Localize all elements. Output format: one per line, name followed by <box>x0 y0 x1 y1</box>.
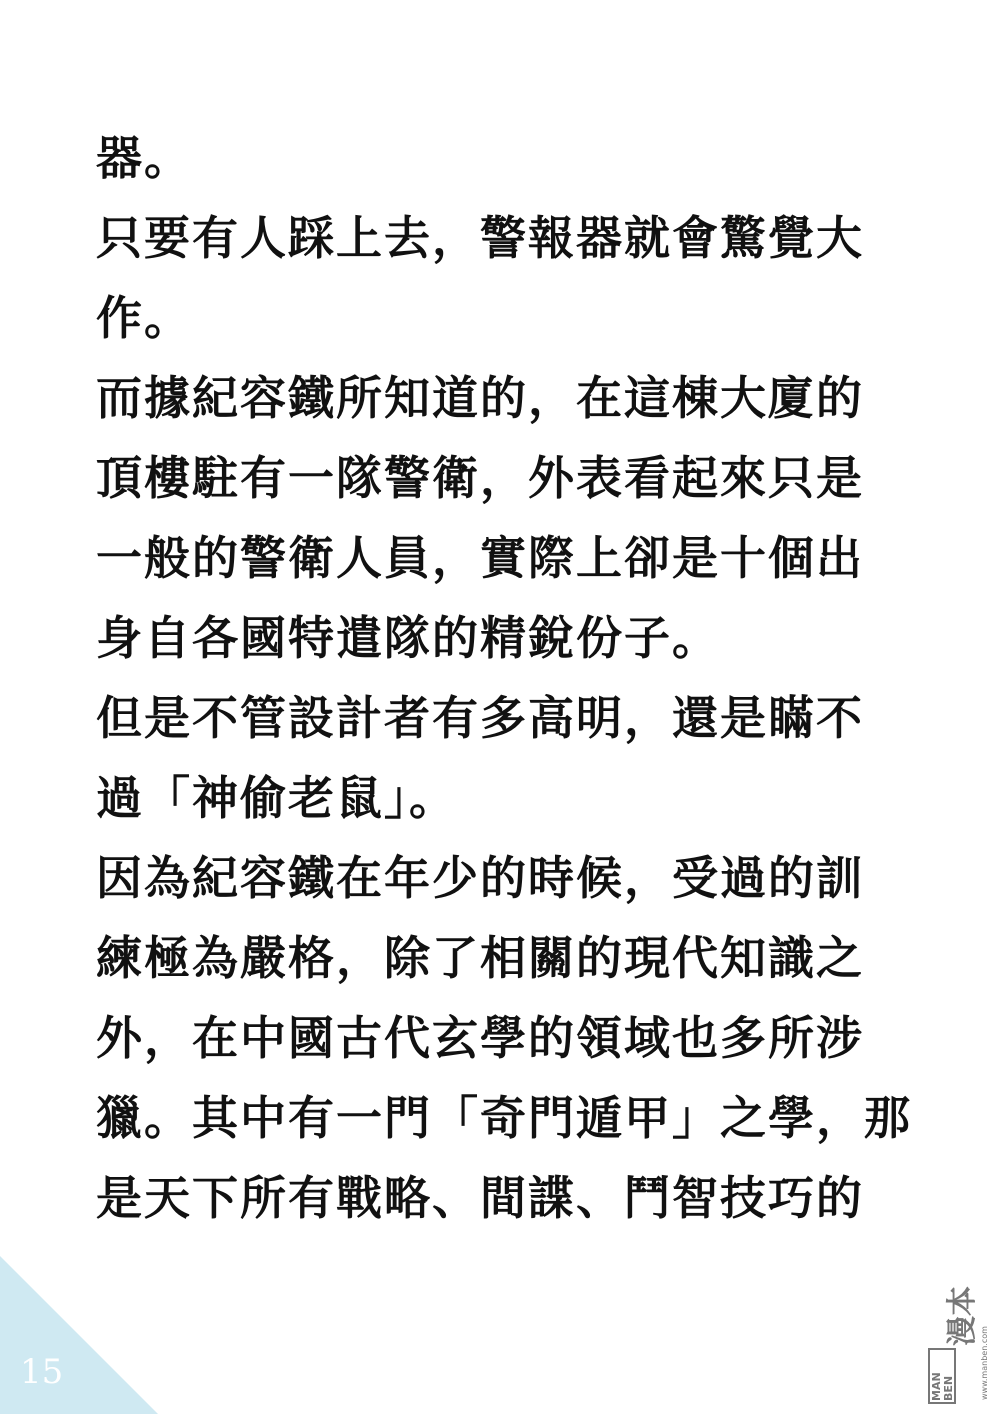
text-line: 練極為嚴格，除了相關的現代知識之 <box>96 931 864 985</box>
text-line: 外，在中國古代玄學的領域也多所涉 <box>96 1011 864 1065</box>
text-line: 一般的警衛人員，實際上卻是十個出 <box>96 531 864 585</box>
watermark-box-text-2: BEN <box>942 1375 955 1401</box>
page-number: 15 <box>20 1352 64 1392</box>
text-line: 但是不管設計者有多高明，還是瞞不 <box>96 691 864 745</box>
text-line: 只要有人踩上去，警報器就會驚覺大 <box>96 211 864 265</box>
watermark-logo <box>928 1254 990 1404</box>
text-line: 作。 <box>96 291 192 345</box>
watermark-site-text: www.manben.com <box>980 1326 989 1400</box>
body-text <box>96 118 912 1238</box>
text-line: 過「神偷老鼠」。 <box>96 771 457 825</box>
watermark-box-text-1: MAN <box>930 1372 943 1401</box>
text-line: 是天下所有戰略、間諜、鬥智技巧的 <box>96 1171 864 1225</box>
text-line: 獵。其中有一門「奇門遁甲」之學，那 <box>96 1091 912 1145</box>
text-line: 而據紀容鐵所知道的，在這棟大廈的 <box>96 371 864 425</box>
watermark-logo-text: 漫本 <box>945 1286 980 1346</box>
text-line: 器。 <box>96 131 192 185</box>
text-line: 因為紀容鐵在年少的時候，受過的訓 <box>96 851 864 905</box>
text-line: 頂樓駐有一隊警衛，外表看起來只是 <box>96 451 864 505</box>
text-line: 身自各國特遣隊的精銳份子。 <box>96 611 720 665</box>
